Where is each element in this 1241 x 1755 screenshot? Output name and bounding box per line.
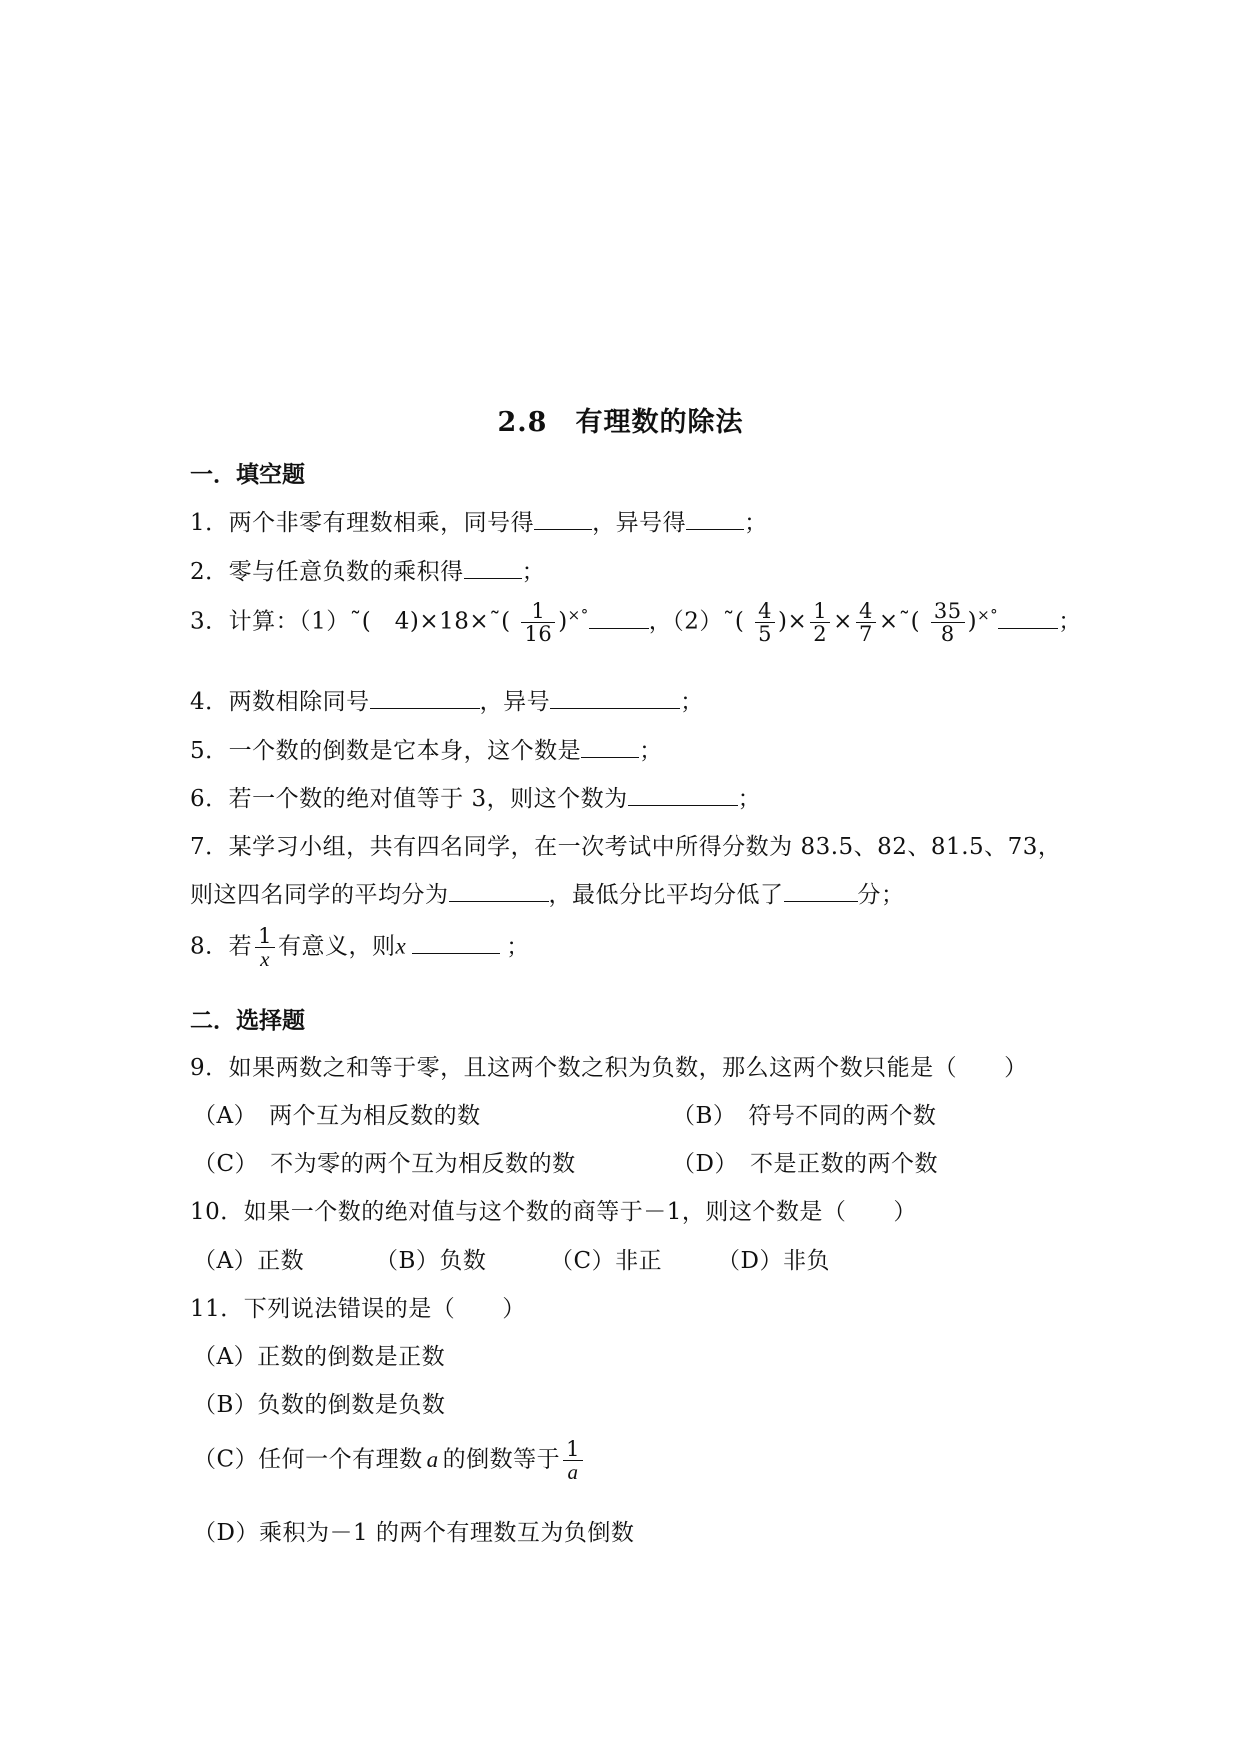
question-4: 4．两数相除同号 ，异号 ； bbox=[190, 683, 704, 716]
answer-blank[interactable] bbox=[464, 556, 522, 579]
option-b[interactable]: （B）负数 bbox=[375, 1248, 487, 1274]
question-11: 11．下列说法错误的是（ ） bbox=[190, 1296, 526, 1322]
section-multiple-choice: 二．选择题 bbox=[190, 1008, 305, 1034]
question-5: 5．一个数的倒数是它本身，这个数是 ； bbox=[190, 732, 663, 765]
fraction: $\frac{1}{2}$ bbox=[810, 600, 830, 645]
question-2: 2．零与任意负数的乘积得 ； bbox=[190, 553, 545, 586]
fraction: $\frac{4}{5}$ bbox=[755, 600, 775, 645]
option-a[interactable]: （A）正数的倒数是正数 bbox=[193, 1344, 446, 1370]
option-b[interactable]: （B）负数的倒数是负数 bbox=[193, 1392, 446, 1418]
fraction: $\frac{1}{x}$ bbox=[255, 925, 275, 970]
question-6: 6．若一个数的绝对值等于 3，则这个数为 ； bbox=[190, 780, 761, 813]
option-a[interactable]: （A） 两个互为相反数的数 bbox=[193, 1103, 481, 1129]
answer-blank[interactable] bbox=[589, 606, 649, 629]
page-title: 2.8 有理数的除法 bbox=[497, 407, 744, 438]
question-8: 8．若 $\frac{1}{x}$ 有意义，则x ； bbox=[190, 924, 530, 972]
answer-blank[interactable] bbox=[784, 879, 858, 902]
question-7: 7．某学习小组，共有四名同学，在一次考试中所得分数为 83.5、82、81.5、73， bbox=[190, 834, 1062, 860]
fraction: $\frac{4}{7}$ bbox=[856, 600, 876, 645]
option-a[interactable]: （A）正数 bbox=[193, 1248, 305, 1274]
option-d[interactable]: （D）非负 bbox=[717, 1248, 830, 1274]
question-9: 9．如果两数之和等于零，且这两个数之积为负数，那么这两个数只能是（ ） bbox=[190, 1055, 1028, 1081]
option-c[interactable]: （C） 不为零的两个互为相反数的数 bbox=[193, 1151, 576, 1177]
option-d[interactable]: （D） 不是正数的两个数 bbox=[672, 1151, 938, 1177]
answer-blank[interactable] bbox=[998, 606, 1058, 629]
option-d[interactable]: （D）乘积为－1 的两个有理数互为负倒数 bbox=[193, 1520, 635, 1546]
answer-blank[interactable] bbox=[628, 783, 738, 806]
answer-blank[interactable] bbox=[534, 507, 592, 530]
answer-blank[interactable] bbox=[686, 507, 744, 530]
fraction: $\frac{35}{8}$ bbox=[931, 600, 965, 645]
question-10: 10．如果一个数的绝对值与这个数的商等于－1，则这个数是（ ） bbox=[190, 1199, 917, 1225]
answer-blank[interactable] bbox=[412, 931, 500, 954]
option-c[interactable]: （C）非正 bbox=[550, 1248, 663, 1274]
question-1: 1．两个非零有理数相乘，同号得 ，异号得 ； bbox=[190, 504, 768, 537]
answer-blank[interactable] bbox=[370, 686, 480, 709]
option-c[interactable]: （C）任何一个有理数 a 的倒数等于 $\frac{1}{a}$ bbox=[193, 1438, 586, 1483]
answer-blank[interactable] bbox=[449, 879, 549, 902]
answer-blank[interactable] bbox=[581, 735, 639, 758]
section-fill-in-blank: 一．填空题 bbox=[190, 462, 305, 488]
option-b[interactable]: （B） 符号不同的两个数 bbox=[672, 1103, 937, 1129]
answer-blank[interactable] bbox=[550, 686, 680, 709]
fraction: $\frac{1}{16}$ bbox=[521, 600, 555, 645]
fraction: $\frac{1}{a}$ bbox=[563, 1438, 583, 1483]
question-3: 3．计算：（1）˜( 4)×18×˜( $\frac{1}{16}$ )×° ，（2）˜( $\frac{4}{5}$ )× $\frac{1}{2}$ × $\frac{4}{7}$ ×˜( $\frac{35}{8}$ )×° ； bbox=[190, 599, 1082, 647]
question-7-continued: 则这四名同学的平均分为 ，最低分比平均分低了 分； bbox=[190, 876, 905, 909]
